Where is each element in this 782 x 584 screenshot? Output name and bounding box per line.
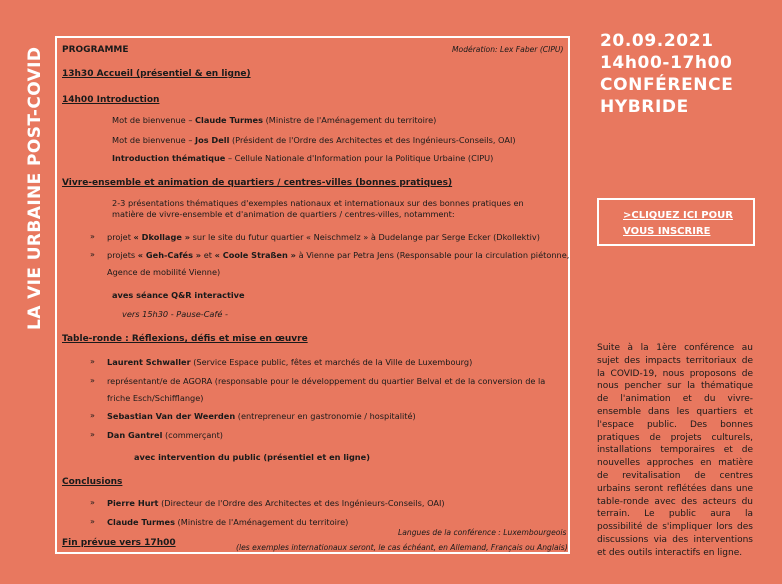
speaker-role: (Ministre de l'Aménagement du territoire) <box>174 517 349 527</box>
speaker-name: Laurent Schwaller <box>107 357 191 367</box>
speaker-name: Claude Turmes <box>195 115 263 125</box>
intro-line-1-pre: Mot de bienvenue – <box>112 115 196 125</box>
speaker-role: (Ministre de l'Aménagement du territoire) <box>262 115 437 125</box>
speaker-name: Claude Turmes <box>107 517 175 527</box>
speaker-name: Sebastian Van der Weerden <box>107 411 236 421</box>
intro-line-3 <box>112 152 493 164</box>
intro-line-2-pre: Mot de bienvenue – <box>112 135 196 145</box>
project-prefix: projets <box>107 250 138 260</box>
vivre-title: Vivre-ensemble et animation de quartiers / centres-villes (bonnes pratiques) <box>62 178 453 188</box>
bullet-icon: » <box>90 250 95 259</box>
bullet-icon: » <box>90 411 95 420</box>
speaker-name: Pierre Hurt <box>107 498 159 508</box>
introduction-title: 14h00 Introduction <box>62 95 160 105</box>
speaker-role: (commerçant) <box>162 430 223 440</box>
programme-heading: PROGRAMME <box>62 45 129 55</box>
intro-line-2 <box>112 134 516 146</box>
langues-line-2: (les exemples internationaux seront, le cas échéant, en Allemand, Français ou Anglais) <box>236 543 568 552</box>
project-prefix: projet <box>107 232 134 242</box>
event-description: Suite à la 1ère conférence au sujet des impacts territoriaux de la COVID-19, nous proposons de nous pencher sur la thématique de l'animation et du vivre-ensemble dans les quartiers et l'espace public. Des bonnes pratiques de projets culturels, installations temporaires et de nouvelles approches en matière de revitalisation de centres urbains seront reflétées dans une table-ronde avec des acteurs du terrain. Le public aura la possibilité de s'impliquer lors des discussions via des interventions et des outils interactifs en ligne. <box>597 343 753 558</box>
project-dkollage <box>107 231 540 243</box>
speaker-role: (Directeur de l'Ordre des Architectes et des Ingénieurs-Conseils, OAI) <box>158 498 445 508</box>
event-type-2: HYBRIDE <box>600 97 689 117</box>
conclusions-title: Conclusions <box>62 477 123 487</box>
moderation: Modération: Lex Faber (CIPU) <box>452 45 564 54</box>
speaker-role: (Service Espace public, fêtes et marchés de la Ville de Luxembourg) <box>190 357 473 367</box>
bullet-icon: » <box>90 498 95 507</box>
event-info <box>600 30 733 118</box>
bullet-icon: » <box>90 357 95 366</box>
vivre-intro-2: matière de vivre-ensemble et d'animation de quartiers / centres-villes, notamment: <box>112 209 455 219</box>
bullet-icon: » <box>90 517 95 526</box>
project-name: « Geh-Cafés » <box>137 250 202 260</box>
project-conj: et <box>201 250 215 260</box>
panelist-2-cont: friche Esch/Schifflange) <box>107 393 204 403</box>
bullet-icon: » <box>90 376 95 385</box>
event-type-1: CONFÉRENCE <box>600 75 734 95</box>
register-line-2: VOUS INSCRIRE <box>623 226 711 237</box>
project-name: « Coole Straßen » <box>214 250 296 260</box>
project-desc: à Vienne par Petra Jens (Responsable pour la circulation piétonne, <box>295 250 570 260</box>
project-desc: sur le site du futur quartier « Neischmelz » à Dudelange par Serge Ecker (Dkollektiv) <box>190 232 540 242</box>
event-time: 14h00-17h00 <box>600 53 733 73</box>
speaker-name: Dan Gantrel <box>107 430 163 440</box>
register-line-1: >CLIQUEZ ICI POUR <box>623 210 733 221</box>
project-geh-cafes <box>107 249 569 261</box>
speaker-name: Jos Dell <box>195 135 230 145</box>
side-title-text: LA VIE URBAINE POST-COVID <box>25 46 45 330</box>
project-geh-cafes-cont: Agence de mobilité Vienne) <box>107 267 221 277</box>
speaker-role: (entrepreneur en gastronomie / hospitalité) <box>235 411 416 421</box>
panelist-2: représentant/e de AGORA (responsable pour le développement du quartier Belval et de la conversion de la <box>107 376 546 386</box>
register-button[interactable] <box>597 198 755 246</box>
bullet-icon: » <box>90 232 95 241</box>
panelist-1 <box>107 356 472 368</box>
pause-cafe: vers 15h30 - Pause-Café - <box>122 309 228 319</box>
table-ronde-title: Table-ronde : Réflexions, défis et mise en œuvre <box>62 334 308 344</box>
conclusion-1 <box>107 497 445 509</box>
fin-prevue: Fin prévue vers 17h00 <box>62 538 176 548</box>
conclusion-2 <box>107 516 348 528</box>
vivre-intro-1: 2-3 présentations thématiques d'exemples nationaux et internationaux sur des bonnes pratiques en <box>112 198 524 208</box>
intro-thematique: Introduction thématique <box>112 153 226 163</box>
bullet-icon: » <box>90 430 95 439</box>
langues-line-1: Langues de la conférence : Luxembourgeois <box>398 528 567 537</box>
event-date: 20.09.2021 <box>600 31 714 51</box>
panelist-3 <box>107 410 416 422</box>
panelist-4 <box>107 429 223 441</box>
public-intervention: avec intervention du public (présentiel et en ligne) <box>134 452 370 462</box>
intro-thematique-org: – Cellule Nationale d'Information pour la Politique Urbaine (CIPU) <box>225 153 494 163</box>
intro-line-1 <box>112 114 436 126</box>
speaker-role: (Président de l'Ordre des Architectes et des Ingénieurs-Conseils, OAI) <box>229 135 516 145</box>
accueil: 13h30 Accueil (présentiel & en ligne) <box>62 69 251 79</box>
project-name: « Dkollage » <box>133 232 191 242</box>
qa-session: aves séance Q&R interactive <box>112 290 245 300</box>
